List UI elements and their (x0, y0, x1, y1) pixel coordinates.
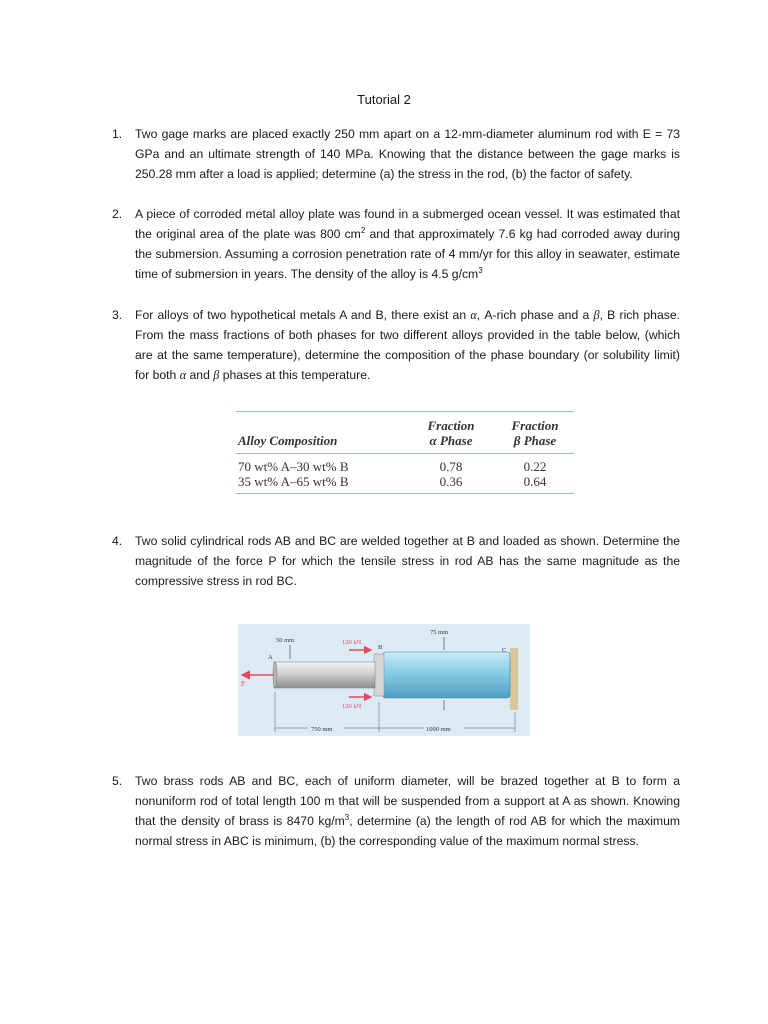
load-top-label: 120 kN (342, 639, 362, 646)
load-bottom-label: 120 kN (342, 703, 362, 710)
question-number: 3. (112, 308, 123, 322)
len-ab-label: 750 mm (311, 726, 333, 733)
alloy-table (236, 411, 574, 494)
table-header-row (236, 412, 574, 454)
question-5 (112, 771, 680, 851)
cell-composition: 70 wt% A–30 wt% B (238, 459, 349, 474)
question-1 (112, 124, 680, 184)
question-2 (112, 204, 680, 284)
label-a: A (268, 654, 273, 661)
label-c: C (502, 647, 507, 654)
question-3 (112, 305, 680, 385)
rod-figure (238, 624, 530, 736)
rod-ab (274, 662, 375, 688)
dim-75-label: 75 mm (430, 629, 449, 636)
table-row (236, 454, 574, 475)
question-text: Two solid cylindrical rods AB and BC are welded together at B and loaded as shown. Determine the magnitude of the force P for which the tensile stress in rod AB has the same magnitude as the compressive stress in rod BC. (135, 534, 680, 588)
question-number: 4. (112, 534, 123, 548)
question-text: Two brass rods AB and BC, each of uniform diameter, will be brazed together at B to form a nonuniform rod of total length 100 m that will be suspended from a support at A as shown. Knowing that the density of brass is 8470 $kg/m^3$, determine (a) the length of rod AB for which the maximum normal stress in ABC is minimum, (b) the corresponding value of the maximum normal stress. (135, 774, 681, 848)
dim-50-label: 50 mm (276, 637, 295, 644)
question-4 (112, 531, 680, 591)
label-p: P (241, 680, 245, 688)
cell-beta: 0.22 (523, 459, 547, 474)
cell-composition: 35 wt% A–65 wt% B (238, 474, 349, 489)
question-text: Two gage marks are placed exactly 250 mm apart on a 12-mm-diameter aluminum rod with E = 73 GPa and an ultimate strength of 140 MPa. Knowing that the distance between the gage marks is 250.28 mm after a load is applied; determine (a) the stress in the rod, (b) the factor of safety. (135, 127, 680, 181)
label-b: B (378, 644, 383, 651)
header-fraction-beta: Fraction β Phase (511, 418, 559, 448)
question-text: For alloys of two hypothetical metals A and B, there exist an α, A-rich phase and a β, B rich phase. From the mass fractions of both phases for two different alloys provided in the table below, (which are at the same temperature), determine the composition of the phase boundary (or solubility limit) for both α and β phases at this temperature. (135, 308, 680, 382)
cell-beta: 0.64 (523, 474, 547, 489)
question-number: 1. (112, 127, 123, 141)
cell-alpha: 0.78 (439, 459, 463, 474)
cell-alpha: 0.36 (439, 474, 463, 489)
rod-bc (383, 652, 510, 698)
header-fraction-alpha: Fraction α Phase (427, 418, 475, 448)
question-number: 5. (112, 774, 123, 788)
table-row (236, 474, 574, 494)
page-title: Tutorial 2 (357, 92, 411, 107)
len-bc-label: 1000 mm (426, 726, 451, 733)
weld-collar-b (374, 654, 384, 696)
question-number: 2. (112, 207, 123, 221)
question-text: A piece of corroded metal alloy plate was found in a submerged ocean vessel. It was estimated that the original area of the plate was 800 $cm^2$ and that approximately 7.6 kg had corroded away during the submersion. Assuming a corrosion penetration rate of 4 mm/yr for this alloy in seawater, estimate time of submersion in years. The density of the alloy is 4.5 $g/cm^3$ (135, 207, 680, 281)
header-alloy-composition: Alloy Composition (238, 433, 338, 448)
wall-support (510, 648, 518, 710)
